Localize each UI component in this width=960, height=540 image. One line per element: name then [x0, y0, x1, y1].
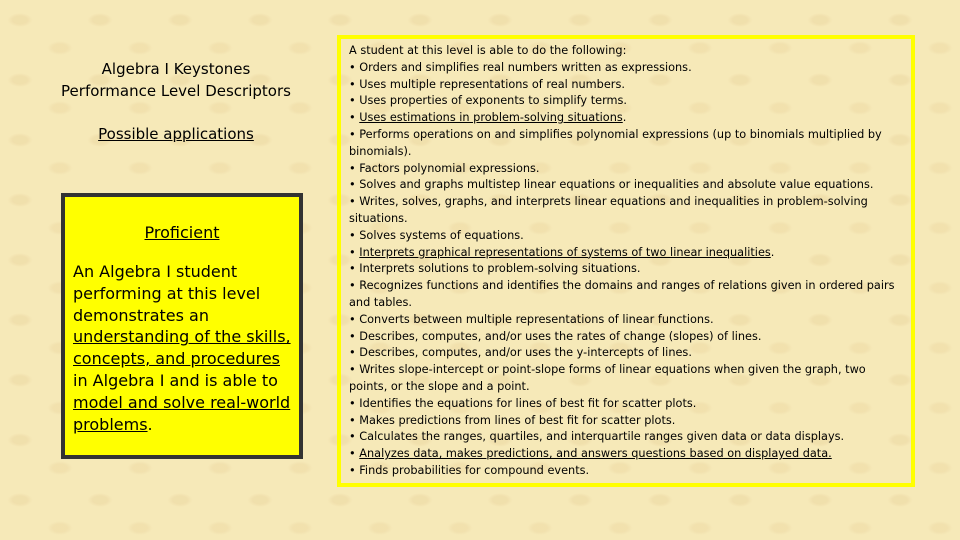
list-item: • Describes, computes, and/or uses the rates of change (slopes) of lines. — [349, 329, 762, 343]
descriptor-list-box — [337, 35, 915, 487]
list-item-underlined: Interprets graphical representations of systems of two linear inequalities — [359, 245, 771, 259]
list-item-bullet: • — [349, 111, 360, 125]
list-item: • Factors polynomial expressions. — [349, 161, 540, 175]
proficient-text-c: . — [147, 414, 153, 434]
page-title-line-1: Algebra I Keystones — [101, 60, 251, 78]
list-item-bullet: • — [349, 245, 360, 259]
proficient-text-underlined-1: understanding of the skills, concepts, and procedures — [73, 327, 291, 369]
list-item — [349, 446, 905, 463]
list-item: • Solves and graphs multistep linear equations or inequalities and absolute value equations. — [349, 178, 874, 192]
page-title — [40, 58, 312, 102]
list-item: • Recognizes functions and identifies the domains and ranges of relations given in ordered pairs and tables. — [349, 279, 895, 309]
list-item: • Describes, computes, and/or uses the y-intercepts of lines. — [349, 346, 692, 360]
list-item: • Finds probabilities for compound events. — [349, 463, 590, 477]
list-item: • Solves systems of equations. — [349, 228, 524, 242]
list-item-end: . — [770, 245, 775, 259]
list-item-end: . — [622, 111, 627, 125]
proficient-text-b: in Algebra I and is able to — [73, 370, 278, 390]
list-item: • Interprets solutions to problem-solving situations. — [349, 262, 641, 276]
proficient-title-link[interactable]: Proficient — [144, 223, 220, 242]
list-item: • Writes, solves, graphs, and interprets linear equations and inequalities in problem-solving situations. — [349, 195, 868, 225]
list-item: • Uses multiple representations of real numbers. — [349, 77, 625, 91]
possible-applications-link[interactable]: Possible applications — [98, 125, 254, 143]
list-item: • Uses properties of exponents to simplify terms. — [349, 94, 628, 108]
proficient-text-a: An Algebra I student performing at this level demonstrates an — [73, 262, 261, 325]
list-item-underlined: Analyzes data, makes predictions, and answers questions based on displayed data. — [359, 447, 832, 461]
proficient-description — [73, 261, 291, 435]
list-item: • Orders and simplifies real numbers written as expressions. — [349, 60, 692, 74]
list-item: • Converts between multiple representations of linear functions. — [349, 312, 714, 326]
list-item: • Identifies the equations for lines of best fit for scatter plots. — [349, 396, 697, 410]
proficient-text-underlined-2: model and solve real-world problems — [73, 392, 291, 434]
list-item — [349, 245, 905, 262]
list-item — [349, 110, 905, 127]
list-item-bullet: • — [349, 447, 360, 461]
descriptor-intro: A student at this level is able to do the following: — [349, 44, 627, 57]
proficient-box — [61, 193, 303, 459]
list-item: • Calculates the ranges, quartiles, and interquartile ranges given data or data displays. — [349, 430, 845, 444]
list-item: • Writes slope-intercept or point-slope forms of linear equations when given the graph, two points, or the slope and a point. — [349, 363, 866, 393]
list-item-underlined: Uses estimations in problem-solving situations — [359, 111, 623, 125]
list-item: • Makes predictions from lines of best fit for scatter plots. — [349, 413, 676, 427]
list-item: • Performs operations on and simplifies polynomial expressions (up to binomials multiplied by binomials). — [349, 127, 882, 158]
page-title-line-2: Performance Level Descriptors — [61, 82, 291, 100]
